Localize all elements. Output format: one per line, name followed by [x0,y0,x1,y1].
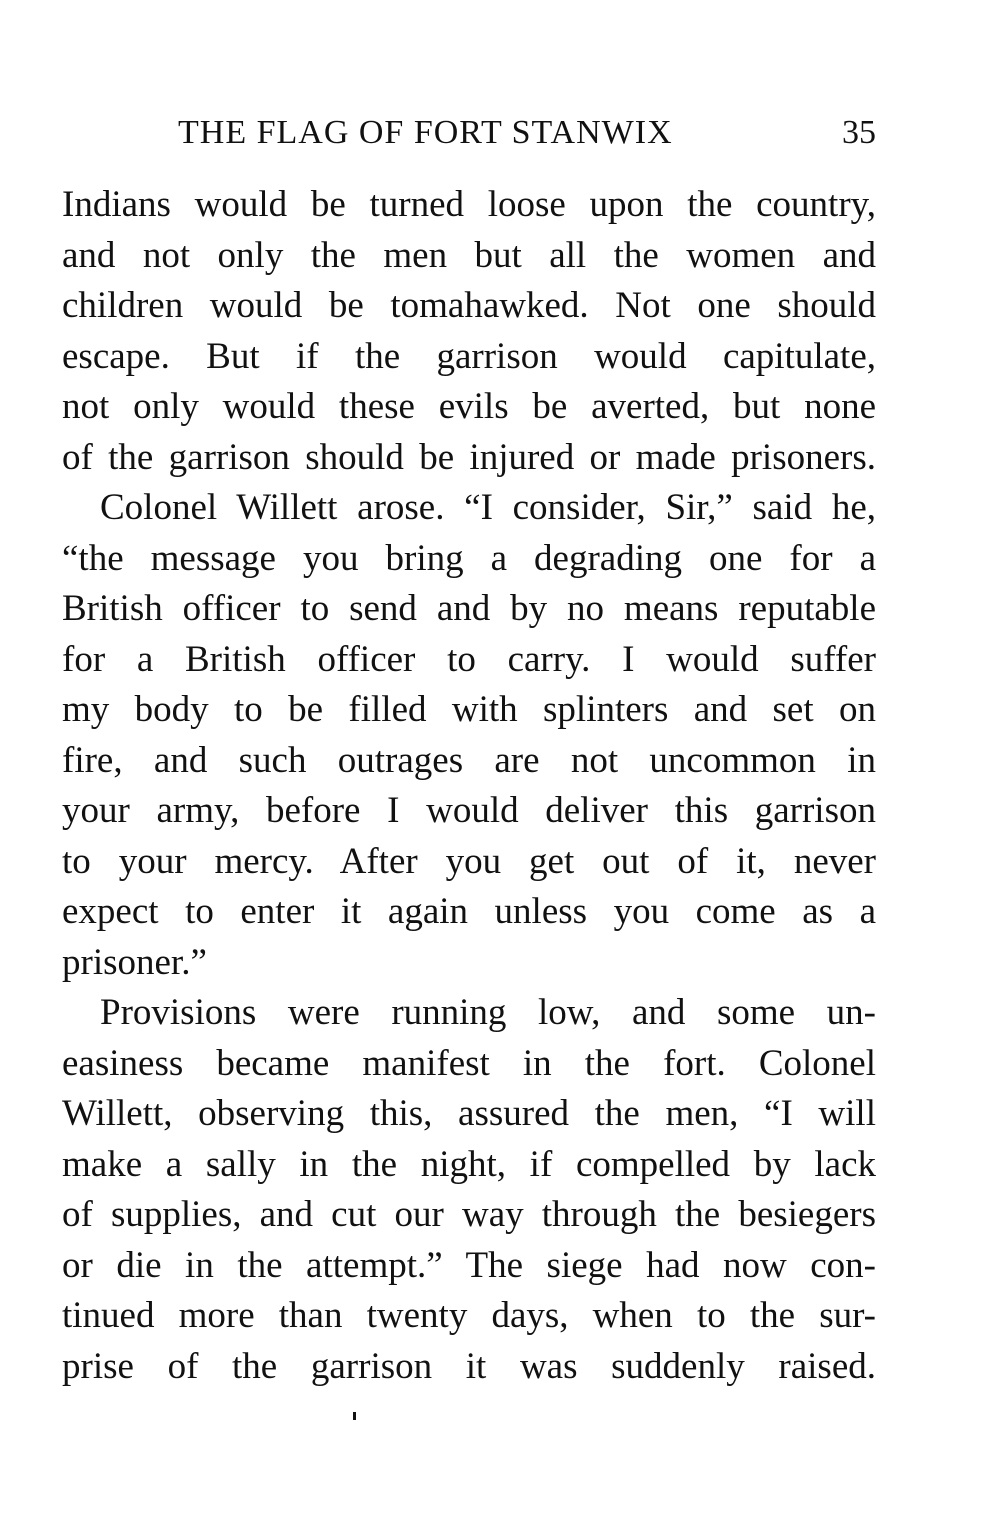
body-text [62,180,876,1392]
text-line: Colonel Willett arose. “I consider, Sir,” said he, [100,487,876,528]
running-head [62,108,876,158]
text-line: Indians would be turned loose upon the country, [62,184,876,225]
page-number: 35 [842,114,876,151]
text-line: of the garrison should be injured or made prisoners. [62,436,876,478]
text-line: your army, before I would deliver this garrison [62,790,876,831]
text-line: prisoner.” [62,941,207,983]
text-line: for a British officer to carry. I would suffer [62,638,876,680]
ink-speck [353,1412,356,1420]
text-line: escape. But if the garrison would capitulate, [62,335,876,377]
text-line: prise of the garrison it was suddenly raised. [62,1345,876,1387]
text-line: or die in the attempt.” The siege had now con- [62,1244,876,1286]
running-title: THE FLAG OF FORT STANWIX [178,114,673,151]
text-line: make a sally in the night, if compelled by lack [62,1143,876,1185]
text-line: Provisions were running low, and some un- [100,992,876,1033]
text-line: tinued more than twenty days, when to the sur- [62,1295,876,1336]
text-line: my body to be filled with splinters and set on [62,689,876,730]
text-line: expect to enter it again unless you come as a [62,891,876,932]
text-line: fire, and such outrages are not uncommon in [62,739,876,781]
text-line: British officer to send and by no means reputable [62,588,876,629]
text-line: not only would these evils be averted, but none [62,386,876,427]
text-line: and not only the men but all the women and [62,234,876,276]
text-line: easiness became manifest in the fort. Colonel [62,1042,876,1084]
text-line: children would be tomahawked. Not one should [62,285,876,326]
text-line: to your mercy. After you get out of it, never [62,840,876,882]
text-line: of supplies, and cut our way through the besiegers [62,1194,876,1235]
text-line: Willett, observing this, assured the men, “I will [62,1093,876,1134]
text-line: “the message you bring a degrading one for a [62,537,876,579]
